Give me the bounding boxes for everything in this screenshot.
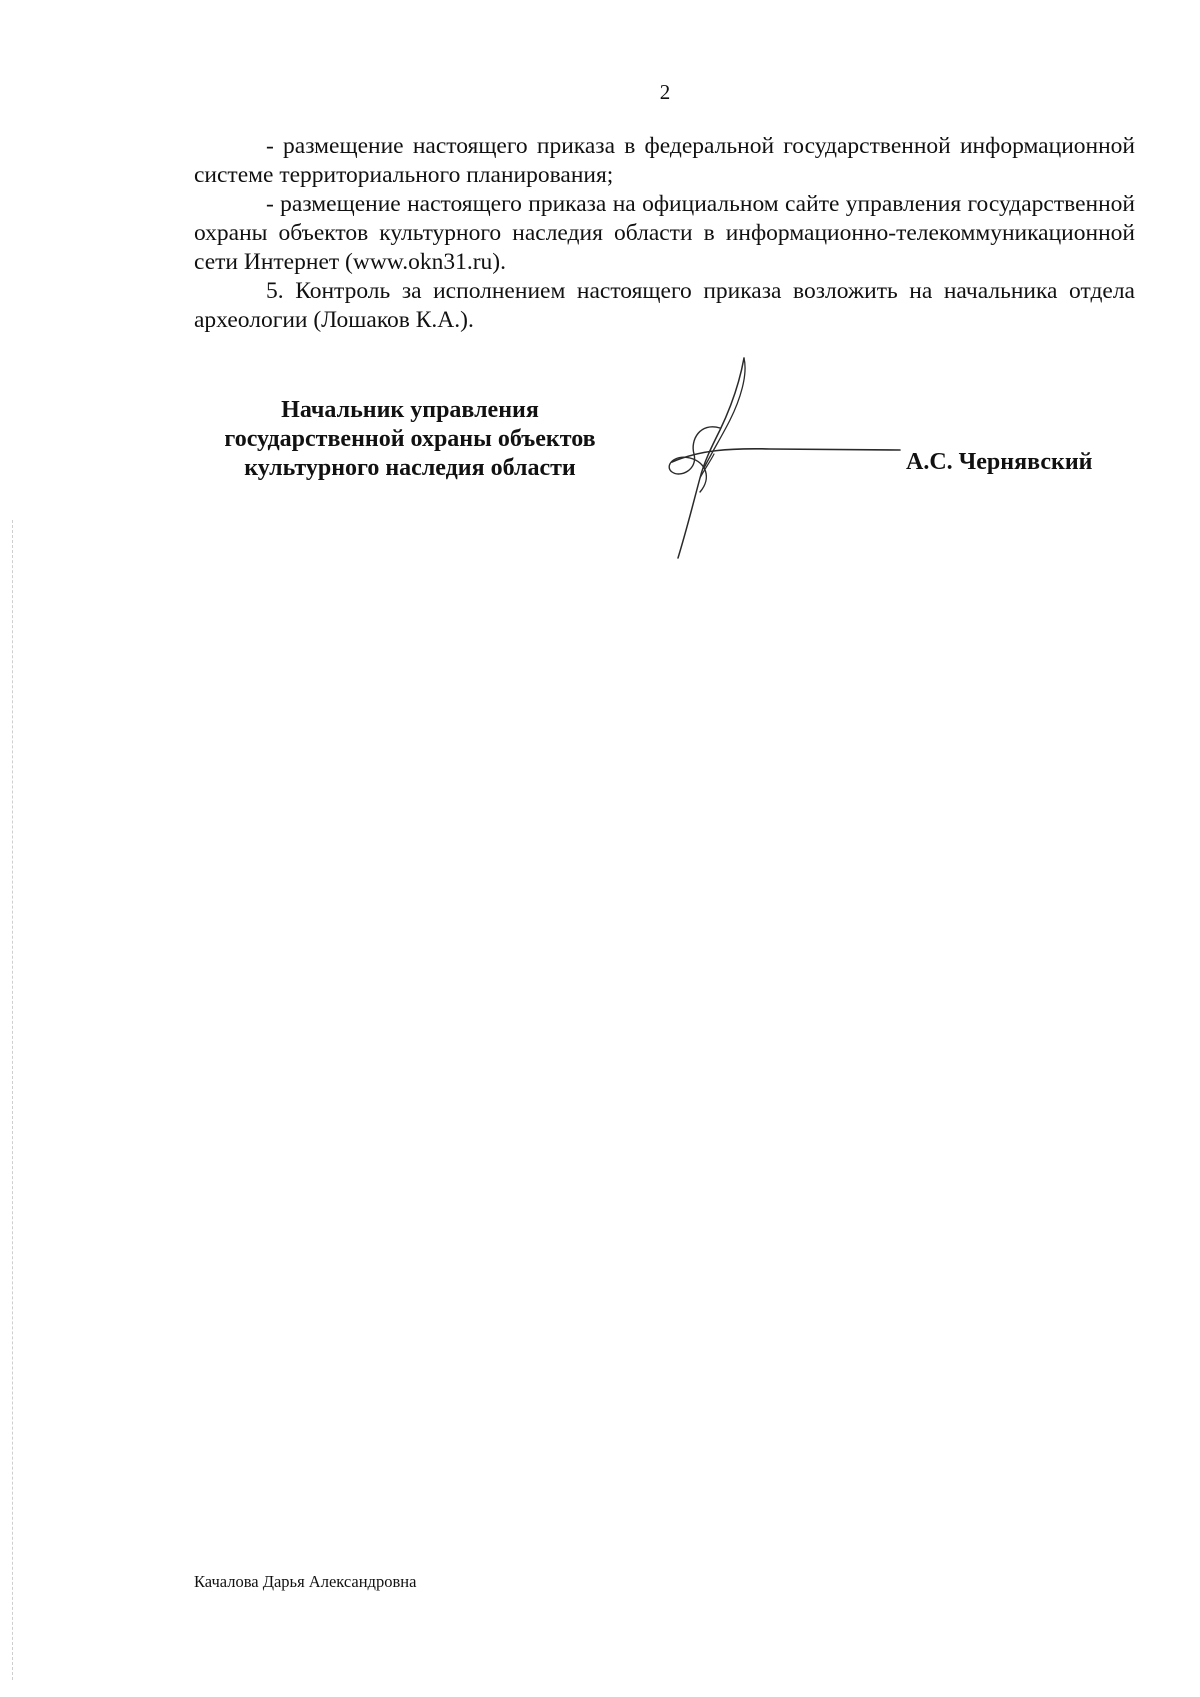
signatory-title-line: культурного наследия области (244, 455, 576, 481)
paragraph-control: 5. Контроль за исполнением настоящего приказа возложить на начальника отдела археологии (Лошаков К.А.). (194, 278, 1135, 333)
paragraph-website-placement: - размещение настоящего приказа на официальном сайте управления государственной охраны объектов культурного наследия области в информационно-телекоммуникационной сети Интернет (www.okn31.ru). (194, 191, 1135, 275)
document-body (194, 132, 1135, 335)
signatory-title-line: Начальник управления (281, 397, 539, 423)
signatory-title (190, 396, 630, 483)
handwritten-signature (660, 350, 910, 560)
page-number: 2 (659, 80, 671, 104)
scan-edge-artifact (12, 520, 14, 1680)
paragraph-gis-placement: - размещение настоящего приказа в федеральной государственной информационной системе территориального планирования; (194, 133, 1135, 188)
signatory-title-line: государственной охраны объектов (224, 426, 596, 452)
signatory-name: А.С. Чернявский (906, 449, 1093, 475)
executor-name: Качалова Дарья Александровна (194, 1572, 417, 1591)
